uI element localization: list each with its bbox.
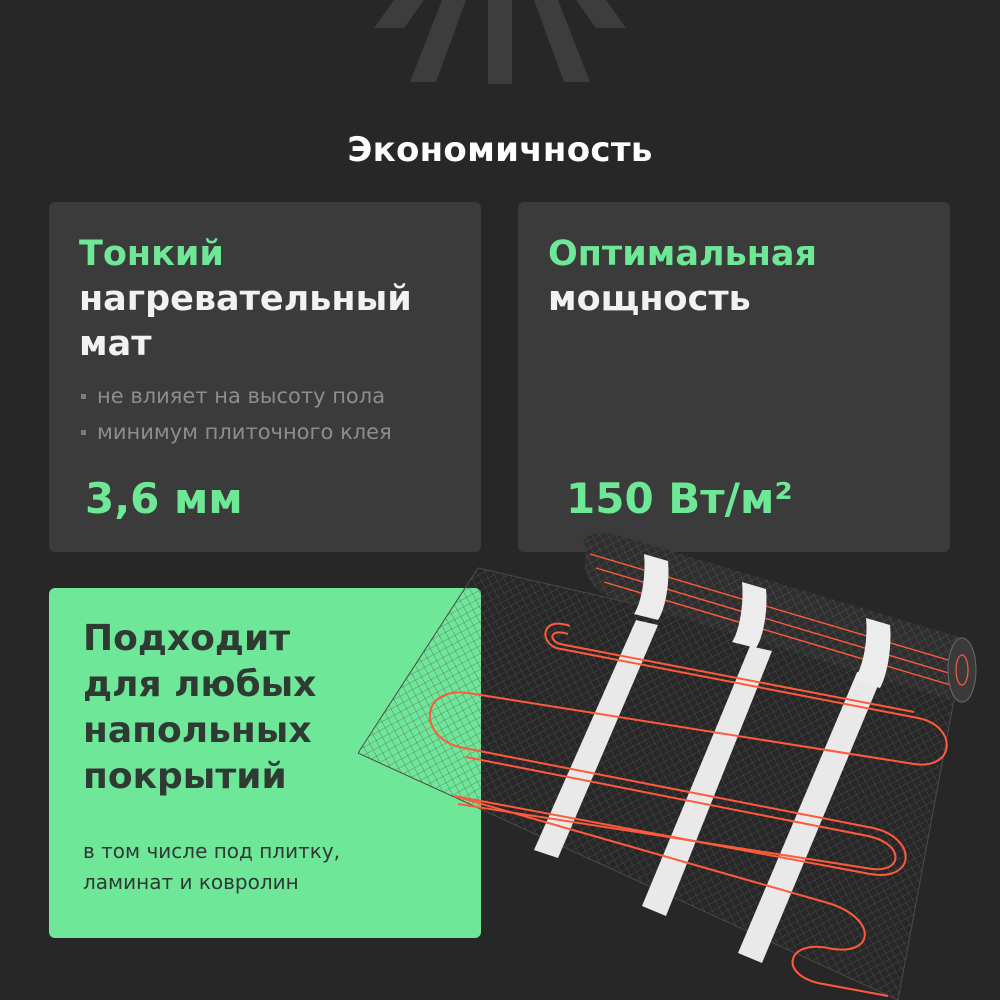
thin-mat-heading-line: нагревательный bbox=[79, 279, 412, 319]
compatibility-subtitle bbox=[83, 836, 340, 898]
thin-mat-heading-line: мат bbox=[79, 324, 152, 364]
page-title: Экономичность bbox=[347, 130, 653, 170]
power-card bbox=[518, 202, 950, 552]
thin-mat-card bbox=[49, 202, 481, 552]
compatibility-heading bbox=[83, 616, 316, 800]
power-heading-accent: Оптимальная bbox=[548, 234, 818, 274]
power-heading bbox=[548, 232, 817, 322]
compatibility-heading-line: напольных bbox=[83, 710, 312, 751]
bullet-item: минимум плиточного клея bbox=[79, 414, 392, 450]
compatibility-heading-line: для любых bbox=[83, 664, 317, 705]
thin-mat-heading-accent: Тонкий bbox=[79, 234, 224, 274]
compatibility-heading-line: покрытий bbox=[83, 756, 287, 797]
thickness-value: 3,6 мм bbox=[85, 474, 243, 523]
power-heading-line: мощность bbox=[548, 279, 751, 319]
compatibility-heading-line: Подходит bbox=[83, 618, 291, 659]
power-value: 150 Вт/м² bbox=[566, 474, 793, 523]
compatibility-subtitle-line: ламинат и ковролин bbox=[83, 870, 299, 894]
thin-mat-bullets bbox=[79, 378, 392, 450]
compatibility-subtitle-line: в том числе под плитку, bbox=[83, 839, 341, 863]
heating-mat-image bbox=[358, 528, 1000, 1000]
thin-mat-heading bbox=[79, 232, 412, 367]
logo-mark-icon bbox=[370, 0, 630, 90]
bullet-item: не влияет на высоту пола bbox=[79, 378, 392, 414]
